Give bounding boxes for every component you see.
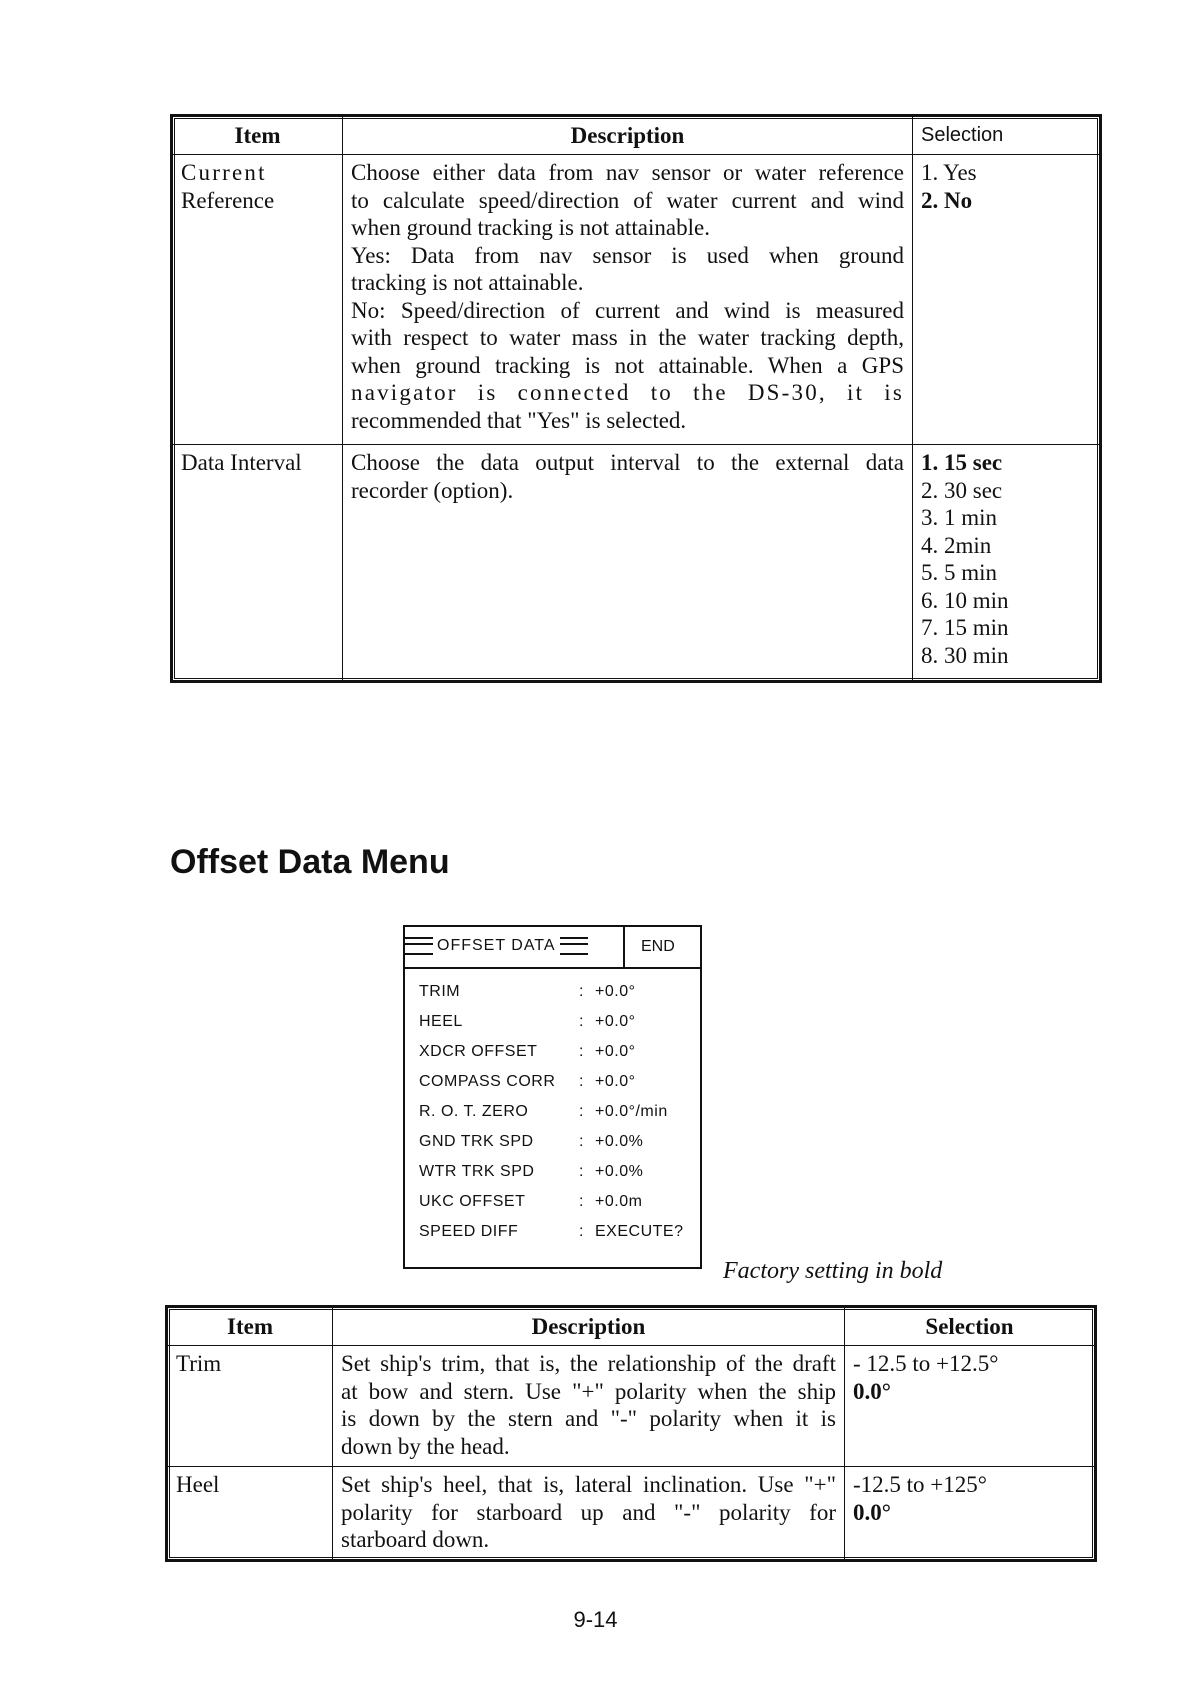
menu-row-wtr-trk-spd: WTR TRK SPD : +0.0%: [419, 1163, 700, 1193]
description-line: starboard down.: [341, 1527, 490, 1552]
menu-row-gnd-trk-spd: GND TRK SPD : +0.0%: [419, 1133, 700, 1163]
menu-row-name: XDCR OFFSET: [419, 1043, 538, 1060]
menu-row-value: +0.0%: [595, 1163, 644, 1180]
header-item: Item: [173, 117, 343, 155]
table-row: [168, 1346, 1095, 1467]
menu-title: [405, 933, 625, 959]
menu-row-speed-diff: SPEED DIFF : EXECUTE?: [419, 1223, 700, 1253]
menu-row-value: +0.0%: [595, 1133, 644, 1150]
description-line: recommended that "Yes" is selected.: [351, 407, 687, 433]
description-line: tracking is not attainable.: [351, 270, 584, 295]
table-row: [168, 1467, 1095, 1560]
menu-row-name: TRIM: [419, 983, 461, 1000]
header-description: Description: [343, 117, 913, 155]
description-cell: [333, 1346, 845, 1467]
item-label: Current: [181, 160, 267, 185]
description-cell: [343, 155, 913, 445]
selection-option-default: 2. No: [921, 187, 973, 213]
description-line: recorder (option).: [351, 477, 514, 503]
header-item: Item: [168, 1308, 333, 1346]
item-label: Trim: [176, 1351, 222, 1376]
selection-default: 0.0°: [853, 1499, 891, 1525]
menu-row-value: +0.0°: [595, 1043, 636, 1060]
menu-row-name: HEEL: [419, 1013, 463, 1030]
description-line: Set ship's trim, that is, the relationship of the draft: [341, 1351, 836, 1376]
description-line: when ground tracking is not attainable. When a GPS: [351, 352, 904, 378]
menu-row-value: +0.0°: [595, 1013, 636, 1030]
selection-option: 2. 30 sec: [921, 477, 1003, 503]
selection-range: - 12.5 to +12.5°: [853, 1351, 999, 1376]
current-reference-table: [170, 114, 1102, 683]
title-bars-icon: [560, 937, 588, 955]
header-description: Description: [333, 1308, 845, 1346]
selection-option: 6. 10 min: [921, 587, 1009, 613]
selection-cell: [845, 1467, 1095, 1560]
selection-range: -12.5 to +125°: [853, 1472, 987, 1497]
title-bars-icon: [405, 937, 433, 955]
description-line: is down by the stern and "-" polarity when it is: [341, 1406, 836, 1431]
description-line: navigator is connected to the DS-30, it is: [351, 380, 904, 405]
item-label: Heel: [176, 1472, 220, 1497]
factory-setting-note: Factory setting in bold: [723, 1258, 943, 1284]
description-line: Choose either data from nav sensor or water reference: [351, 160, 904, 185]
menu-row-heel: HEEL : +0.0°: [419, 1013, 700, 1043]
selection-cell: [845, 1346, 1095, 1467]
offset-data-table: [165, 1305, 1097, 1562]
selection-option: 5. 5 min: [921, 560, 998, 585]
menu-row-value: +0.0°: [595, 983, 636, 1000]
selection-option: 8. 30 min: [921, 642, 1009, 668]
menu-row-xdcr-offset: XDCR OFFSET : +0.0°: [419, 1043, 700, 1073]
menu-row-value: +0.0°: [595, 1073, 636, 1090]
menu-row-name: COMPASS CORR: [419, 1073, 556, 1090]
description-line: No: Speed/direction of current and wind is measured: [351, 297, 904, 323]
description-cell: [343, 445, 913, 681]
description-line: when ground tracking is not attainable.: [351, 215, 710, 240]
description-line: down by the head.: [341, 1433, 510, 1459]
selection-cell: [913, 445, 1100, 681]
description-cell: [333, 1467, 845, 1560]
section-heading: Offset Data Menu: [170, 843, 450, 881]
menu-end-label: END: [641, 938, 675, 955]
menu-row-name: SPEED DIFF: [419, 1223, 519, 1240]
menu-row-name: GND TRK SPD: [419, 1133, 534, 1150]
selection-cell: [913, 155, 1100, 445]
selection-option: 1. Yes: [921, 160, 977, 185]
menu-row-value: EXECUTE?: [595, 1223, 684, 1240]
description-line: Choose the data output interval to the external data: [351, 450, 904, 475]
menu-row-name: WTR TRK SPD: [419, 1163, 535, 1180]
selection-option: 7. 15 min: [921, 615, 1009, 640]
selection-option: 4. 2min: [921, 532, 992, 558]
description-line: to calculate speed/direction of water current and wind: [351, 187, 904, 213]
menu-row-compass-corr: COMPASS CORR : +0.0°: [419, 1073, 700, 1103]
menu-row-value: +0.0°/min: [595, 1103, 668, 1120]
table-row: [173, 445, 1100, 681]
selection-default: 0.0°: [853, 1378, 891, 1404]
description-line: with respect to water mass in the water tracking depth,: [351, 325, 904, 350]
menu-row-name: R. O. T. ZERO: [419, 1103, 529, 1120]
description-line: Set ship's heel, that is, lateral inclination. Use "+": [341, 1472, 836, 1497]
selection-option-default: 1. 15 sec: [921, 450, 1003, 475]
menu-title-label: OFFSET DATA: [437, 937, 556, 954]
menu-row-rot-zero: R. O. T. ZERO : +0.0°/min: [419, 1103, 700, 1133]
header-selection: Selection: [913, 117, 1100, 155]
description-line: at bow and stern. Use "+" polarity when the ship: [341, 1378, 836, 1404]
menu-row-name: UKC OFFSET: [419, 1193, 526, 1210]
menu-header: [405, 927, 700, 969]
page-number: 9-14: [573, 1607, 618, 1632]
menu-row-ukc-offset: UKC OFFSET : +0.0m: [419, 1193, 700, 1223]
description-line: polarity for starboard up and "-" polarity for: [341, 1499, 836, 1525]
offset-data-menu-screen: [403, 925, 702, 1269]
menu-rows: [405, 969, 700, 1253]
menu-end-box: [623, 927, 625, 967]
menu-row-trim: TRIM : +0.0°: [419, 983, 700, 1013]
header-selection: Selection: [845, 1308, 1095, 1346]
item-label: Data Interval: [181, 450, 302, 475]
selection-option: 3. 1 min: [921, 505, 998, 530]
item-label: Reference: [181, 187, 275, 213]
menu-row-value: +0.0m: [595, 1193, 643, 1210]
description-line: Yes: Data from nav sensor is used when ground: [351, 242, 904, 268]
table-row: [173, 155, 1100, 445]
